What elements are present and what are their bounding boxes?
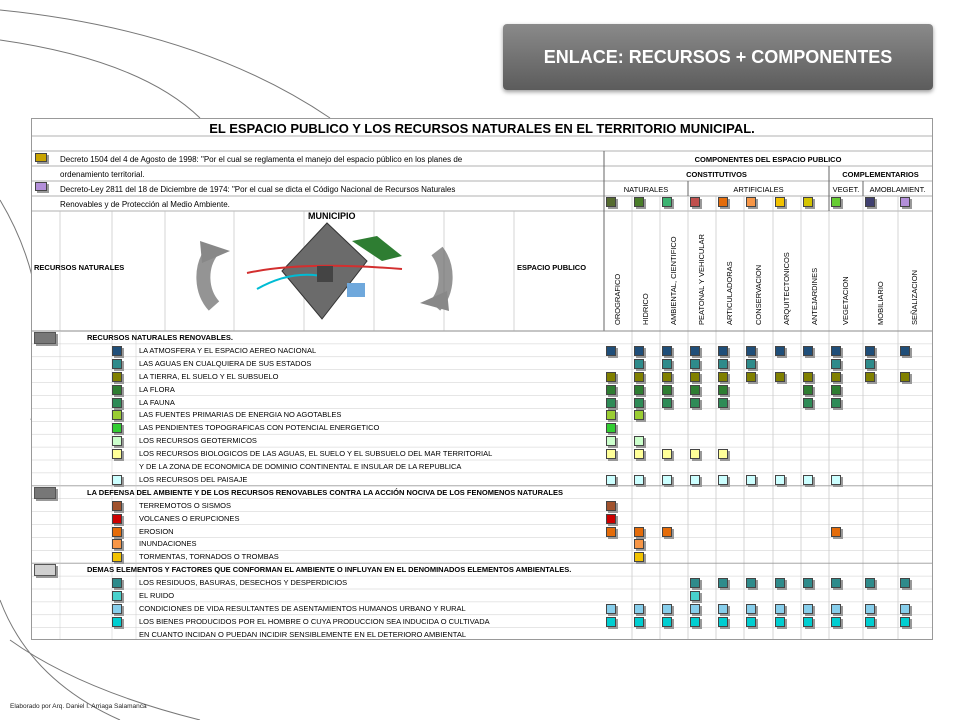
link-marker (803, 578, 813, 588)
link-marker (690, 359, 700, 369)
link-marker (775, 578, 785, 588)
link-marker (831, 398, 841, 408)
link-marker (831, 372, 841, 382)
link-marker (606, 527, 616, 537)
link-marker (831, 385, 841, 395)
row-color-marker (112, 501, 122, 511)
row-color-marker (112, 617, 122, 627)
link-marker (606, 617, 616, 627)
link-marker (718, 604, 728, 614)
link-marker (865, 617, 875, 627)
link-marker (662, 346, 672, 356)
link-marker (831, 617, 841, 627)
link-marker (606, 398, 616, 408)
link-marker (634, 410, 644, 420)
complementarios-header: COMPLEMENTARIOS (842, 170, 919, 179)
row-color-marker (112, 436, 122, 446)
link-marker (690, 591, 700, 601)
link-marker (803, 385, 813, 395)
link-marker (775, 604, 785, 614)
link-marker (831, 359, 841, 369)
link-marker (831, 475, 841, 485)
link-marker (606, 604, 616, 614)
link-marker (606, 449, 616, 459)
row-color-marker (112, 385, 122, 395)
link-marker (662, 359, 672, 369)
link-marker (606, 372, 616, 382)
resource-row-label: LOS RESIDUOS, BASURAS, DESECHOS Y DESPERDICIOS (139, 578, 348, 588)
resource-row-label: TORMENTAS, TORNADOS O TROMBAS (139, 552, 279, 562)
link-marker (606, 475, 616, 485)
column-header-1: OROGRAFICO (613, 273, 622, 325)
link-marker (775, 617, 785, 627)
resource-row-label: Y DE LA ZONA DE ECONOMICA DE DOMINIO CONTINENTAL E INSULAR DE LA REPUBLICA (139, 462, 462, 471)
link-marker (803, 398, 813, 408)
decree1-line2: ordenamiento territorial. (60, 170, 145, 179)
column-header-2: HIDRICO (641, 293, 650, 325)
resource-row-label: LAS PENDIENTES TOPOGRAFICAS CON POTENCIAL ENERGETICO (139, 423, 380, 433)
link-marker (718, 346, 728, 356)
link-marker (831, 527, 841, 537)
link-marker (746, 359, 756, 369)
resource-row-label: EN CUANTO INCIDAN O PUEDAN INCIDIR SENSIBLEMENTE EN EL DETERIORO AMBIENTAL (139, 629, 467, 639)
resource-row-label: LOS RECURSOS DEL PAISAJE (139, 474, 248, 484)
decree1-marker (35, 153, 47, 162)
link-marker (775, 372, 785, 382)
link-marker (634, 372, 644, 382)
link-marker (690, 398, 700, 408)
link-marker (634, 385, 644, 395)
column-color-marker (803, 197, 813, 207)
column-color-marker (775, 197, 785, 207)
link-marker (634, 539, 644, 549)
link-marker (718, 449, 728, 459)
link-marker (775, 475, 785, 485)
resource-row-label: LA FLORA (139, 384, 175, 394)
link-marker (634, 604, 644, 614)
column-header-7: ARQUITECTONICOS (782, 252, 791, 325)
row-color-marker (112, 514, 122, 524)
link-marker (831, 604, 841, 614)
column-color-marker (606, 197, 616, 207)
resource-row-label: TERREMOTOS O SISMOS (139, 500, 231, 510)
link-marker (746, 617, 756, 627)
section-title: DEMAS ELEMENTOS Y FACTORES QUE CONFORMAN EL AMBIENTE O INFLUYAN EN EL DENOMINADOS ELEMENTOS AMBIENTALES. (87, 565, 572, 575)
column-header-10: MOBILIARIO (875, 281, 885, 325)
column-color-marker (900, 197, 910, 207)
amoblamient-header: AMOBLAMIENT. (869, 185, 926, 194)
link-marker (662, 449, 672, 459)
link-marker (662, 604, 672, 614)
row-color-marker (112, 539, 122, 549)
link-marker (718, 475, 728, 485)
link-marker (690, 475, 700, 485)
section-marker (34, 564, 56, 576)
link-marker (634, 552, 644, 562)
resource-row-label: VOLCANES O ERUPCIONES (139, 513, 240, 523)
resource-row-label: LA ATMOSFERA Y EL ESPACIO AEREO NACIONAL (139, 345, 317, 355)
column-header-5: ARTICULADORAS (725, 261, 734, 325)
link-marker (690, 346, 700, 356)
link-marker (803, 372, 813, 382)
link-marker (803, 604, 813, 614)
column-color-marker (718, 197, 728, 207)
link-marker (718, 385, 728, 395)
column-header-11: SEÑALIZACION (910, 269, 919, 325)
resource-row-label: CONDICIONES DE VIDA RESULTANTES DE ASENTAMIENTOS HUMANOS URBANO Y RURAL (139, 603, 466, 613)
link-marker (690, 578, 700, 588)
link-marker (718, 617, 728, 627)
link-marker (718, 372, 728, 382)
link-marker (865, 578, 875, 588)
section-title: RECURSOS NATURALES RENOVABLES. (87, 333, 233, 342)
link-marker (865, 346, 875, 356)
veget-header: VEGET. (832, 185, 860, 194)
link-marker (900, 346, 910, 356)
column-color-marker (634, 197, 644, 207)
table-title: EL ESPACIO PUBLICO Y LOS RECURSOS NATURALES EN EL TERRITORIO MUNICIPAL. (209, 121, 755, 136)
link-marker (662, 475, 672, 485)
components-header: COMPONENTES DEL ESPACIO PUBLICO (694, 155, 842, 164)
link-marker (606, 410, 616, 420)
link-marker (606, 385, 616, 395)
naturales-header: NATURALES (623, 185, 669, 194)
row-color-marker (112, 604, 122, 614)
link-marker (900, 617, 910, 627)
link-marker (690, 449, 700, 459)
link-marker (662, 527, 672, 537)
column-header-8: ANTEJARDINES (810, 267, 819, 325)
link-marker (634, 359, 644, 369)
link-marker (803, 617, 813, 627)
link-marker (634, 527, 644, 537)
link-marker (803, 346, 813, 356)
row-color-marker (112, 591, 122, 601)
section-marker (34, 487, 56, 499)
link-marker (690, 604, 700, 614)
row-color-marker (112, 346, 122, 356)
link-marker (718, 359, 728, 369)
column-header-4: PEATONAL Y VEHICULAR (697, 234, 706, 325)
resource-row-label: LA FAUNA (139, 397, 175, 407)
row-color-marker (112, 398, 122, 408)
link-marker (634, 449, 644, 459)
column-header-3: AMBIENTAL, CIENTIFICO (669, 236, 678, 325)
slide-title: ENLACE: RECURSOS + COMPONENTES (503, 24, 933, 90)
link-marker (865, 604, 875, 614)
link-marker (746, 475, 756, 485)
link-marker (606, 436, 616, 446)
link-marker (606, 501, 616, 511)
resource-row-label: LOS RECURSOS BIOLOGICOS DE LAS AGUAS, EL SUELO Y EL SUBSUELO DEL MAR TERRITORIAL (139, 449, 493, 459)
row-color-marker (112, 449, 122, 459)
resource-row-label: INUNDACIONES (139, 539, 197, 549)
resource-component-table (31, 118, 933, 640)
link-marker (690, 372, 700, 382)
link-marker (865, 359, 875, 369)
link-marker (634, 617, 644, 627)
link-marker (690, 385, 700, 395)
link-marker (900, 372, 910, 382)
link-marker (606, 346, 616, 356)
row-color-marker (112, 372, 122, 382)
link-marker (831, 346, 841, 356)
decree2-line1: Decreto-Ley 2811 del 18 de Diciembre de 1974: "Por el cual se dicta el Código Nacional de Recursos Naturales (60, 185, 456, 194)
link-marker (606, 514, 616, 524)
credit-text: Elaborado por Arq. Daniel I. Arriaga Salamanca (10, 703, 147, 710)
link-marker (718, 578, 728, 588)
resource-row-label: LOS BIENES PRODUCIDOS POR EL HOMBRE O CUYA PRODUCCION SEA INDUCIDA O CULTIVADA (139, 616, 490, 626)
link-marker (865, 372, 875, 382)
column-color-marker (831, 197, 841, 207)
section-marker (34, 332, 56, 344)
link-marker (900, 578, 910, 588)
row-color-marker (112, 475, 122, 485)
recursos-naturales-label: RECURSOS NATURALES (34, 263, 125, 272)
row-color-marker (112, 410, 122, 420)
link-marker (831, 578, 841, 588)
link-marker (634, 475, 644, 485)
link-marker (662, 398, 672, 408)
resource-row-label: LOS RECURSOS GEOTERMICOS (139, 436, 257, 446)
resource-row-label: LAS FUENTES PRIMARIAS DE ENERGIA NO AGOTABLES (139, 410, 342, 420)
municipio-label: MUNICIPIO (308, 211, 356, 221)
link-marker (690, 617, 700, 627)
decree2-marker (35, 182, 47, 191)
column-color-marker (690, 197, 700, 207)
resource-row-label: LAS AGUAS EN CUALQUIERA DE SUS ESTADOS (139, 358, 312, 368)
link-marker (718, 398, 728, 408)
link-marker (662, 617, 672, 627)
row-color-marker (112, 527, 122, 537)
column-color-marker (746, 197, 756, 207)
link-marker (634, 436, 644, 446)
column-color-marker (865, 197, 875, 207)
link-marker (634, 346, 644, 356)
link-marker (775, 346, 785, 356)
link-marker (746, 346, 756, 356)
link-marker (634, 398, 644, 408)
link-marker (606, 423, 616, 433)
link-marker (803, 475, 813, 485)
row-color-marker (112, 552, 122, 562)
decree2-line2: Renovables y de Protección al Medio Ambiente. (60, 200, 230, 209)
espacio-publico-label: ESPACIO PUBLICO (517, 263, 587, 272)
link-marker (662, 385, 672, 395)
row-color-marker (112, 578, 122, 588)
municipio-illustration (152, 211, 492, 323)
link-marker (746, 578, 756, 588)
column-header-6: CONSERVACION (753, 264, 763, 325)
constitutivos-header: CONSTITUTIVOS (686, 170, 747, 179)
row-color-marker (112, 423, 122, 433)
resource-row-label: EROSION (139, 526, 174, 536)
section-title: LA DEFENSA DEL AMBIENTE Y DE LOS RECURSOS RENOVABLES CONTRA LA ACCIÓN NOCIVA DE LOS FENOMENOS NATURALES (87, 487, 564, 497)
resource-row-label: EL RUIDO (139, 591, 175, 600)
decree1-line1: Decreto 1504 del 4 de Agosto de 1998: "Por el cual se reglamenta el manejo del espacio público en los planes de (60, 155, 463, 164)
link-marker (662, 372, 672, 382)
column-color-marker (662, 197, 672, 207)
link-marker (900, 604, 910, 614)
column-header-9: VEGETACION (841, 276, 850, 325)
row-color-marker (112, 359, 122, 369)
link-marker (746, 372, 756, 382)
artificiales-header: ARTIFICIALES (733, 185, 784, 194)
link-marker (746, 604, 756, 614)
resource-row-label: LA TIERRA, EL SUELO Y EL SUBSUELO (139, 371, 279, 381)
